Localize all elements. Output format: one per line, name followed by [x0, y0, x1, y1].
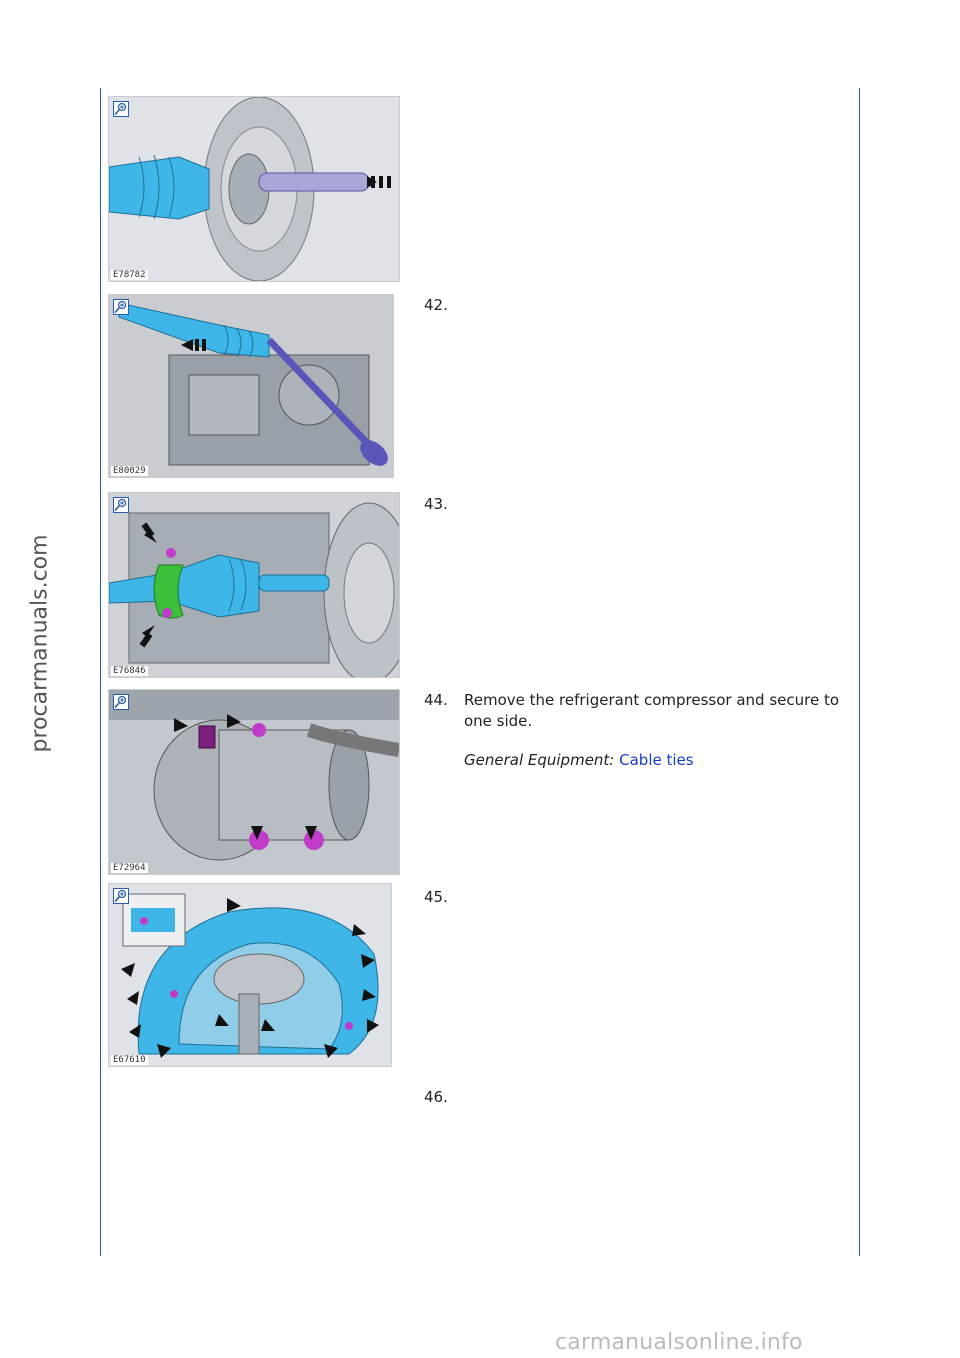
left-margin-rule: [100, 88, 101, 1256]
right-margin-rule: [859, 88, 860, 1256]
figure-4[interactable]: [108, 689, 400, 875]
zoom-icon[interactable]: [113, 694, 129, 710]
zoom-icon[interactable]: [113, 888, 129, 904]
step-number: 45.: [424, 888, 448, 906]
driveshaft-hub-illustration: [109, 97, 399, 281]
zoom-icon[interactable]: [113, 497, 129, 513]
intermediate-shaft-bracket-illustration: [109, 493, 399, 677]
figure-5[interactable]: [108, 883, 392, 1067]
ac-compressor-illustration: [109, 690, 399, 874]
equipment-link[interactable]: Cable ties: [619, 751, 694, 769]
zoom-icon[interactable]: [113, 299, 129, 315]
step-number: 44.: [424, 691, 448, 709]
step-number: 43.: [424, 495, 448, 513]
wheel-arch-liner-illustration: [109, 884, 391, 1066]
side-watermark: procarmanuals.com: [27, 534, 53, 753]
figure-3[interactable]: [108, 492, 400, 678]
figure-code: E80029: [113, 466, 146, 476]
figure-code: E67610: [113, 1055, 146, 1065]
zoom-icon[interactable]: [113, 101, 129, 117]
figure-2[interactable]: [108, 294, 394, 478]
figure-1[interactable]: [108, 96, 400, 282]
general-equipment: [464, 751, 694, 769]
step-number: 46.: [424, 1088, 448, 1106]
bottom-watermark: carmanualsonline.info: [555, 1330, 803, 1355]
figure-code: E72964: [113, 863, 146, 873]
step-number: 42.: [424, 296, 448, 314]
equipment-label: General Equipment:: [464, 751, 615, 769]
figure-code: E76846: [113, 666, 146, 676]
step-instruction: Remove the refrigerant compressor and secure to one side.: [464, 691, 840, 730]
figure-code: E78782: [113, 270, 146, 280]
driveshaft-lever-illustration: [109, 295, 393, 477]
